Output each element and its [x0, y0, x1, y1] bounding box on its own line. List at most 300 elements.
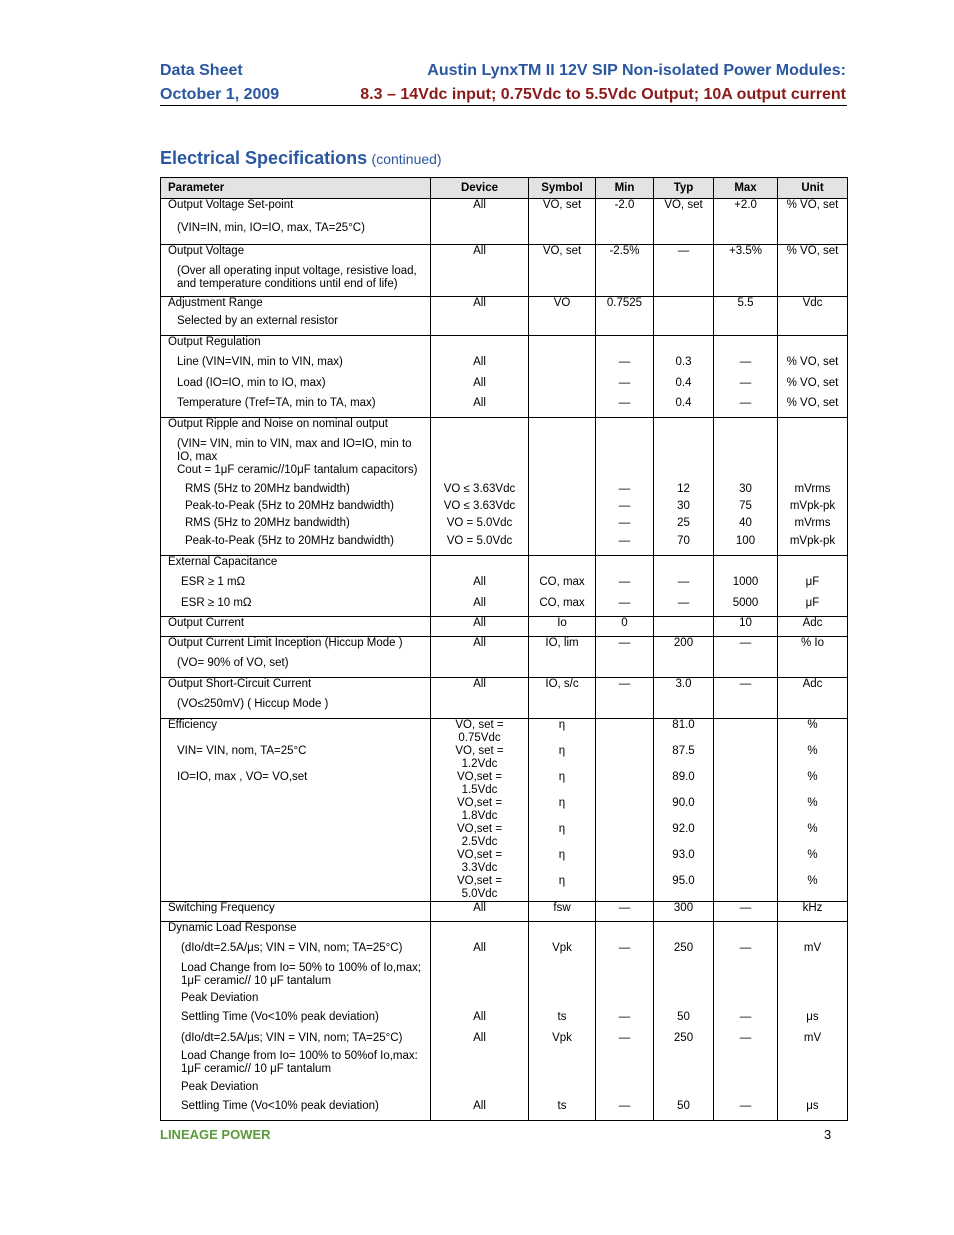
device-cell: VO, set = 1.2Vdc: [431, 745, 529, 771]
device-cell: VO = 5.0Vdc: [431, 517, 529, 535]
unit-cell: kHz: [778, 902, 848, 922]
table-row: [161, 637, 848, 657]
device-cell: VO = 5.0Vdc: [431, 535, 529, 556]
typ-cell: [654, 464, 714, 483]
table-row: [161, 597, 848, 617]
device-cell: [431, 1081, 529, 1100]
max-cell: [714, 698, 778, 719]
section-heading: [160, 148, 442, 169]
page-number: 3: [824, 1127, 832, 1142]
device-cell: All: [431, 1032, 529, 1050]
parameter-text: ESR ≥ 1 mΩ: [181, 575, 246, 588]
min-cell: —: [596, 678, 654, 698]
table-row: [161, 199, 848, 222]
max-cell: [714, 438, 778, 464]
symbol-cell: [529, 418, 596, 438]
max-cell: [714, 823, 778, 849]
table-row: [161, 617, 848, 637]
unit-cell: mVrms: [778, 517, 848, 535]
parameter-text: (dIo/dt=2.5A/μs; VIN = VIN, nom; TA=25°C): [181, 941, 403, 954]
max-cell: [714, 962, 778, 992]
symbol-cell: Vpk: [529, 1032, 596, 1050]
symbol-cell: [529, 698, 596, 719]
symbol-cell: CO, max: [529, 576, 596, 597]
electrical-specifications-table: [160, 177, 848, 1121]
max-cell: 5000: [714, 597, 778, 617]
table-row: [161, 1100, 848, 1121]
typ-cell: 50: [654, 1011, 714, 1032]
parameter-cell: [161, 1011, 431, 1032]
device-cell: [431, 438, 529, 464]
unit-cell: [778, 418, 848, 438]
typ-cell: 0.4: [654, 397, 714, 418]
unit-cell: [778, 315, 848, 336]
typ-cell: —: [654, 576, 714, 597]
min-cell: [596, 922, 654, 942]
table-row: [161, 1050, 848, 1081]
unit-cell: μs: [778, 1011, 848, 1032]
parameter-text: (dIo/dt=2.5A/μs; VIN = VIN, nom; TA=25°C): [181, 1031, 403, 1044]
unit-cell: %: [778, 719, 848, 746]
typ-cell: 30: [654, 500, 714, 517]
typ-cell: [654, 1081, 714, 1100]
min-cell: —: [596, 637, 654, 657]
device-cell: All: [431, 356, 529, 377]
min-cell: [596, 797, 654, 823]
symbol-cell: [529, 222, 596, 245]
table-row: [161, 875, 848, 902]
device-cell: [431, 336, 529, 356]
symbol-cell: [529, 962, 596, 992]
table-row: [161, 745, 848, 771]
device-cell: [431, 556, 529, 576]
unit-cell: mVpk-pk: [778, 535, 848, 556]
device-cell: All: [431, 597, 529, 617]
unit-cell: μF: [778, 597, 848, 617]
max-cell: —: [714, 637, 778, 657]
max-cell: —: [714, 1011, 778, 1032]
parameter-text: ESR ≥ 10 mΩ: [181, 596, 252, 609]
table-row: [161, 902, 848, 922]
column-header: Symbol: [529, 178, 596, 199]
device-cell: All: [431, 297, 529, 315]
typ-cell: [654, 1050, 714, 1081]
min-cell: [596, 336, 654, 356]
symbol-cell: Io: [529, 617, 596, 637]
product-subtitle: 8.3 – 14Vdc input; 0.75Vdc to 5.5Vdc Output; 10A output current: [360, 86, 846, 103]
table-row: [161, 556, 848, 576]
min-cell: -2.5%: [596, 245, 654, 265]
device-cell: VO,set = 1.8Vdc: [431, 797, 529, 823]
min-cell: [596, 418, 654, 438]
parameter-text: Peak Deviation: [181, 1080, 259, 1093]
min-cell: [596, 719, 654, 746]
unit-cell: [778, 336, 848, 356]
typ-cell: 93.0: [654, 849, 714, 875]
symbol-cell: [529, 517, 596, 535]
symbol-cell: [529, 657, 596, 678]
parameter-cell: Dynamic Load Response: [161, 922, 431, 942]
device-cell: VO ≤ 3.63Vdc: [431, 483, 529, 500]
section-title: Electrical Specifications: [160, 148, 368, 168]
unit-cell: [778, 992, 848, 1011]
device-cell: [431, 657, 529, 678]
max-cell: [714, 849, 778, 875]
typ-cell: 250: [654, 1032, 714, 1050]
parameter-cell: [161, 356, 431, 377]
max-cell: [714, 464, 778, 483]
max-cell: —: [714, 902, 778, 922]
unit-cell: %: [778, 875, 848, 902]
table-row: [161, 535, 848, 556]
min-cell: [596, 745, 654, 771]
parameter-text: RMS (5Hz to 20MHz bandwidth): [185, 516, 350, 529]
unit-cell: mVpk-pk: [778, 500, 848, 517]
unit-cell: %: [778, 771, 848, 797]
table-row: [161, 719, 848, 746]
min-cell: —: [596, 597, 654, 617]
symbol-cell: [529, 992, 596, 1011]
min-cell: 0.7525: [596, 297, 654, 315]
unit-cell: % VO, set: [778, 245, 848, 265]
table-row: [161, 1032, 848, 1050]
min-cell: —: [596, 517, 654, 535]
symbol-cell: [529, 336, 596, 356]
column-header: Max: [714, 178, 778, 199]
unit-cell: mV: [778, 1032, 848, 1050]
parameter-cell: [161, 517, 431, 535]
parameter-cell: [161, 771, 431, 797]
typ-cell: [654, 265, 714, 297]
typ-cell: [654, 438, 714, 464]
typ-cell: —: [654, 245, 714, 265]
device-cell: [431, 992, 529, 1011]
table-row: [161, 823, 848, 849]
unit-cell: [778, 698, 848, 719]
symbol-cell: [529, 397, 596, 418]
parameter-cell: Output Regulation: [161, 336, 431, 356]
table-body: [161, 199, 848, 1121]
min-cell: —: [596, 1011, 654, 1032]
parameter-cell: [161, 1032, 431, 1050]
header-rule: [160, 105, 847, 106]
parameter-text: Settling Time (Vo<10% peak deviation): [181, 1099, 379, 1112]
max-cell: —: [714, 1100, 778, 1121]
device-cell: [431, 962, 529, 992]
unit-cell: [778, 556, 848, 576]
device-cell: All: [431, 617, 529, 637]
min-cell: —: [596, 576, 654, 597]
device-cell: All: [431, 1011, 529, 1032]
table-row: [161, 397, 848, 418]
symbol-cell: η: [529, 771, 596, 797]
symbol-cell: η: [529, 849, 596, 875]
column-header: Device: [431, 178, 529, 199]
parameter-cell: [161, 438, 431, 464]
symbol-cell: [529, 1050, 596, 1081]
parameter-cell: [161, 1081, 431, 1100]
max-cell: +2.0: [714, 199, 778, 222]
min-cell: 0: [596, 617, 654, 637]
max-cell: —: [714, 356, 778, 377]
max-cell: [714, 556, 778, 576]
max-cell: +3.5%: [714, 245, 778, 265]
min-cell: [596, 771, 654, 797]
symbol-cell: [529, 315, 596, 336]
table-row: [161, 849, 848, 875]
max-cell: [714, 657, 778, 678]
table-row: [161, 336, 848, 356]
device-cell: VO, set = 0.75Vdc: [431, 719, 529, 746]
parameter-text: (Over all operating input voltage, resistive load, and temperature conditions until end of life): [177, 264, 417, 290]
parameter-text: (VIN=IN, min, IO=IO, max, TA=25°C): [177, 221, 365, 234]
max-cell: 5.5: [714, 297, 778, 315]
min-cell: [596, 438, 654, 464]
min-cell: [596, 823, 654, 849]
typ-cell: 81.0: [654, 719, 714, 746]
max-cell: —: [714, 377, 778, 397]
parameter-cell: [161, 265, 431, 297]
device-cell: All: [431, 637, 529, 657]
device-cell: All: [431, 199, 529, 222]
parameter-text: Load (IO=IO, min to IO, max): [177, 376, 326, 389]
table-row: [161, 245, 848, 265]
parameter-cell: Efficiency: [161, 719, 431, 746]
max-cell: —: [714, 942, 778, 962]
parameter-cell: [161, 942, 431, 962]
device-cell: VO,set = 2.5Vdc: [431, 823, 529, 849]
parameter-text: Temperature (Tref=TA, min to TA, max): [177, 396, 376, 409]
table-row: [161, 356, 848, 377]
parameter-text: Settling Time (Vo<10% peak deviation): [181, 1010, 379, 1023]
min-cell: [596, 556, 654, 576]
parameter-text: Selected by an external resistor: [177, 314, 339, 327]
unit-cell: Adc: [778, 617, 848, 637]
max-cell: [714, 771, 778, 797]
max-cell: [714, 992, 778, 1011]
table-row: [161, 464, 848, 483]
unit-cell: %: [778, 823, 848, 849]
device-cell: [431, 464, 529, 483]
parameter-cell: [161, 397, 431, 418]
typ-cell: 25: [654, 517, 714, 535]
column-header: Typ: [654, 178, 714, 199]
table-row: [161, 678, 848, 698]
device-cell: All: [431, 1100, 529, 1121]
unit-cell: % VO, set: [778, 356, 848, 377]
device-cell: [431, 315, 529, 336]
table-row: [161, 500, 848, 517]
symbol-cell: η: [529, 797, 596, 823]
table-row: [161, 1081, 848, 1100]
table-row: [161, 297, 848, 315]
table-row: [161, 222, 848, 245]
table-row: [161, 698, 848, 719]
min-cell: —: [596, 902, 654, 922]
device-cell: [431, 222, 529, 245]
unit-cell: mV: [778, 942, 848, 962]
column-header: Parameter: [161, 178, 431, 199]
parameter-text: Load Change from Io= 100% to 50%of Io,max: 1μF ceramic// 10 μF tantalum: [181, 1049, 418, 1075]
typ-cell: 12: [654, 483, 714, 500]
min-cell: [596, 1081, 654, 1100]
doc-date: October 1, 2009: [160, 86, 280, 103]
table-row: [161, 483, 848, 500]
parameter-text: Line (VIN=VIN, min to VIN, max): [177, 355, 343, 368]
device-cell: VO ≤ 3.63Vdc: [431, 500, 529, 517]
max-cell: [714, 315, 778, 336]
parameter-cell: [161, 745, 431, 771]
min-cell: —: [596, 500, 654, 517]
parameter-cell: [161, 657, 431, 678]
max-cell: [714, 418, 778, 438]
typ-cell: 200: [654, 637, 714, 657]
table-row: [161, 265, 848, 297]
unit-cell: % VO, set: [778, 377, 848, 397]
symbol-cell: ts: [529, 1011, 596, 1032]
table-row: [161, 771, 848, 797]
table-row: [161, 942, 848, 962]
column-header: Min: [596, 178, 654, 199]
unit-cell: Vdc: [778, 297, 848, 315]
min-cell: —: [596, 483, 654, 500]
parameter-cell: [161, 962, 431, 992]
device-cell: All: [431, 678, 529, 698]
typ-cell: [654, 336, 714, 356]
typ-cell: —: [654, 597, 714, 617]
typ-cell: [654, 418, 714, 438]
max-cell: —: [714, 678, 778, 698]
symbol-cell: [529, 483, 596, 500]
symbol-cell: IO, lim: [529, 637, 596, 657]
symbol-cell: [529, 922, 596, 942]
symbol-cell: CO, max: [529, 597, 596, 617]
unit-cell: [778, 464, 848, 483]
symbol-cell: [529, 464, 596, 483]
min-cell: —: [596, 535, 654, 556]
max-cell: [714, 922, 778, 942]
symbol-cell: VO, set: [529, 245, 596, 265]
min-cell: —: [596, 1100, 654, 1121]
min-cell: —: [596, 397, 654, 418]
parameter-cell: [161, 875, 431, 902]
parameter-cell: Output Voltage: [161, 245, 431, 265]
parameter-text: Peak Deviation: [181, 991, 259, 1004]
unit-cell: [778, 922, 848, 942]
parameter-cell: Output Ripple and Noise on nominal output: [161, 418, 431, 438]
parameter-text: Load Change from Io= 50% to 100% of Io,max; 1μF ceramic// 10 μF tantalum: [181, 961, 422, 987]
typ-cell: 50: [654, 1100, 714, 1121]
parameter-cell: [161, 535, 431, 556]
symbol-cell: [529, 265, 596, 297]
parameter-cell: [161, 1100, 431, 1121]
symbol-cell: [529, 438, 596, 464]
typ-cell: [654, 222, 714, 245]
device-cell: All: [431, 902, 529, 922]
min-cell: [596, 464, 654, 483]
parameter-cell: [161, 698, 431, 719]
min-cell: [596, 698, 654, 719]
device-cell: VO,set = 5.0Vdc: [431, 875, 529, 902]
parameter-text: IO=IO, max , VO= VO,set: [177, 771, 308, 783]
max-cell: 30: [714, 483, 778, 500]
parameter-cell: [161, 222, 431, 245]
parameter-cell: [161, 849, 431, 875]
parameter-cell: Output Current: [161, 617, 431, 637]
parameter-cell: Adjustment Range: [161, 297, 431, 315]
typ-cell: [654, 617, 714, 637]
table-row: [161, 377, 848, 397]
device-cell: [431, 922, 529, 942]
symbol-cell: fsw: [529, 902, 596, 922]
parameter-text: VIN= VIN, nom, TA=25°C: [177, 745, 307, 757]
doc-type: Data Sheet: [160, 62, 243, 79]
symbol-cell: VO: [529, 297, 596, 315]
parameter-cell: [161, 992, 431, 1011]
max-cell: [714, 797, 778, 823]
parameter-text: Peak-to-Peak (5Hz to 20MHz bandwidth): [185, 534, 395, 547]
min-cell: —: [596, 377, 654, 397]
typ-cell: [654, 992, 714, 1011]
device-cell: [431, 698, 529, 719]
symbol-cell: [529, 556, 596, 576]
device-cell: VO,set = 3.3Vdc: [431, 849, 529, 875]
unit-cell: μF: [778, 576, 848, 597]
symbol-cell: η: [529, 823, 596, 849]
max-cell: 10: [714, 617, 778, 637]
typ-cell: [654, 922, 714, 942]
max-cell: [714, 1081, 778, 1100]
unit-cell: [778, 657, 848, 678]
unit-cell: μs: [778, 1100, 848, 1121]
max-cell: —: [714, 1032, 778, 1050]
symbol-cell: Vpk: [529, 942, 596, 962]
parameter-cell: Output Current Limit Inception (Hiccup Mode ): [161, 637, 431, 657]
table-row: [161, 418, 848, 438]
unit-cell: %: [778, 745, 848, 771]
table-row: [161, 657, 848, 678]
parameter-cell: [161, 597, 431, 617]
table-row: [161, 922, 848, 942]
table-row: [161, 576, 848, 597]
min-cell: [596, 962, 654, 992]
device-cell: [431, 265, 529, 297]
symbol-cell: [529, 500, 596, 517]
unit-cell: [778, 265, 848, 297]
unit-cell: % VO, set: [778, 397, 848, 418]
symbol-cell: [529, 1081, 596, 1100]
min-cell: -2.0: [596, 199, 654, 222]
symbol-cell: η: [529, 719, 596, 746]
typ-cell: 90.0: [654, 797, 714, 823]
max-cell: 40: [714, 517, 778, 535]
min-cell: [596, 265, 654, 297]
max-cell: [714, 265, 778, 297]
typ-cell: 92.0: [654, 823, 714, 849]
typ-cell: 87.5: [654, 745, 714, 771]
symbol-cell: η: [529, 745, 596, 771]
unit-cell: Adc: [778, 678, 848, 698]
footer-brand: LINEAGE POWER: [160, 1127, 271, 1142]
table-row: [161, 962, 848, 992]
table-row: [161, 1011, 848, 1032]
typ-cell: [654, 297, 714, 315]
unit-cell: [778, 222, 848, 245]
parameter-cell: Output Voltage Set-point: [161, 199, 431, 222]
max-cell: 1000: [714, 576, 778, 597]
max-cell: [714, 222, 778, 245]
column-header: Unit: [778, 178, 848, 199]
